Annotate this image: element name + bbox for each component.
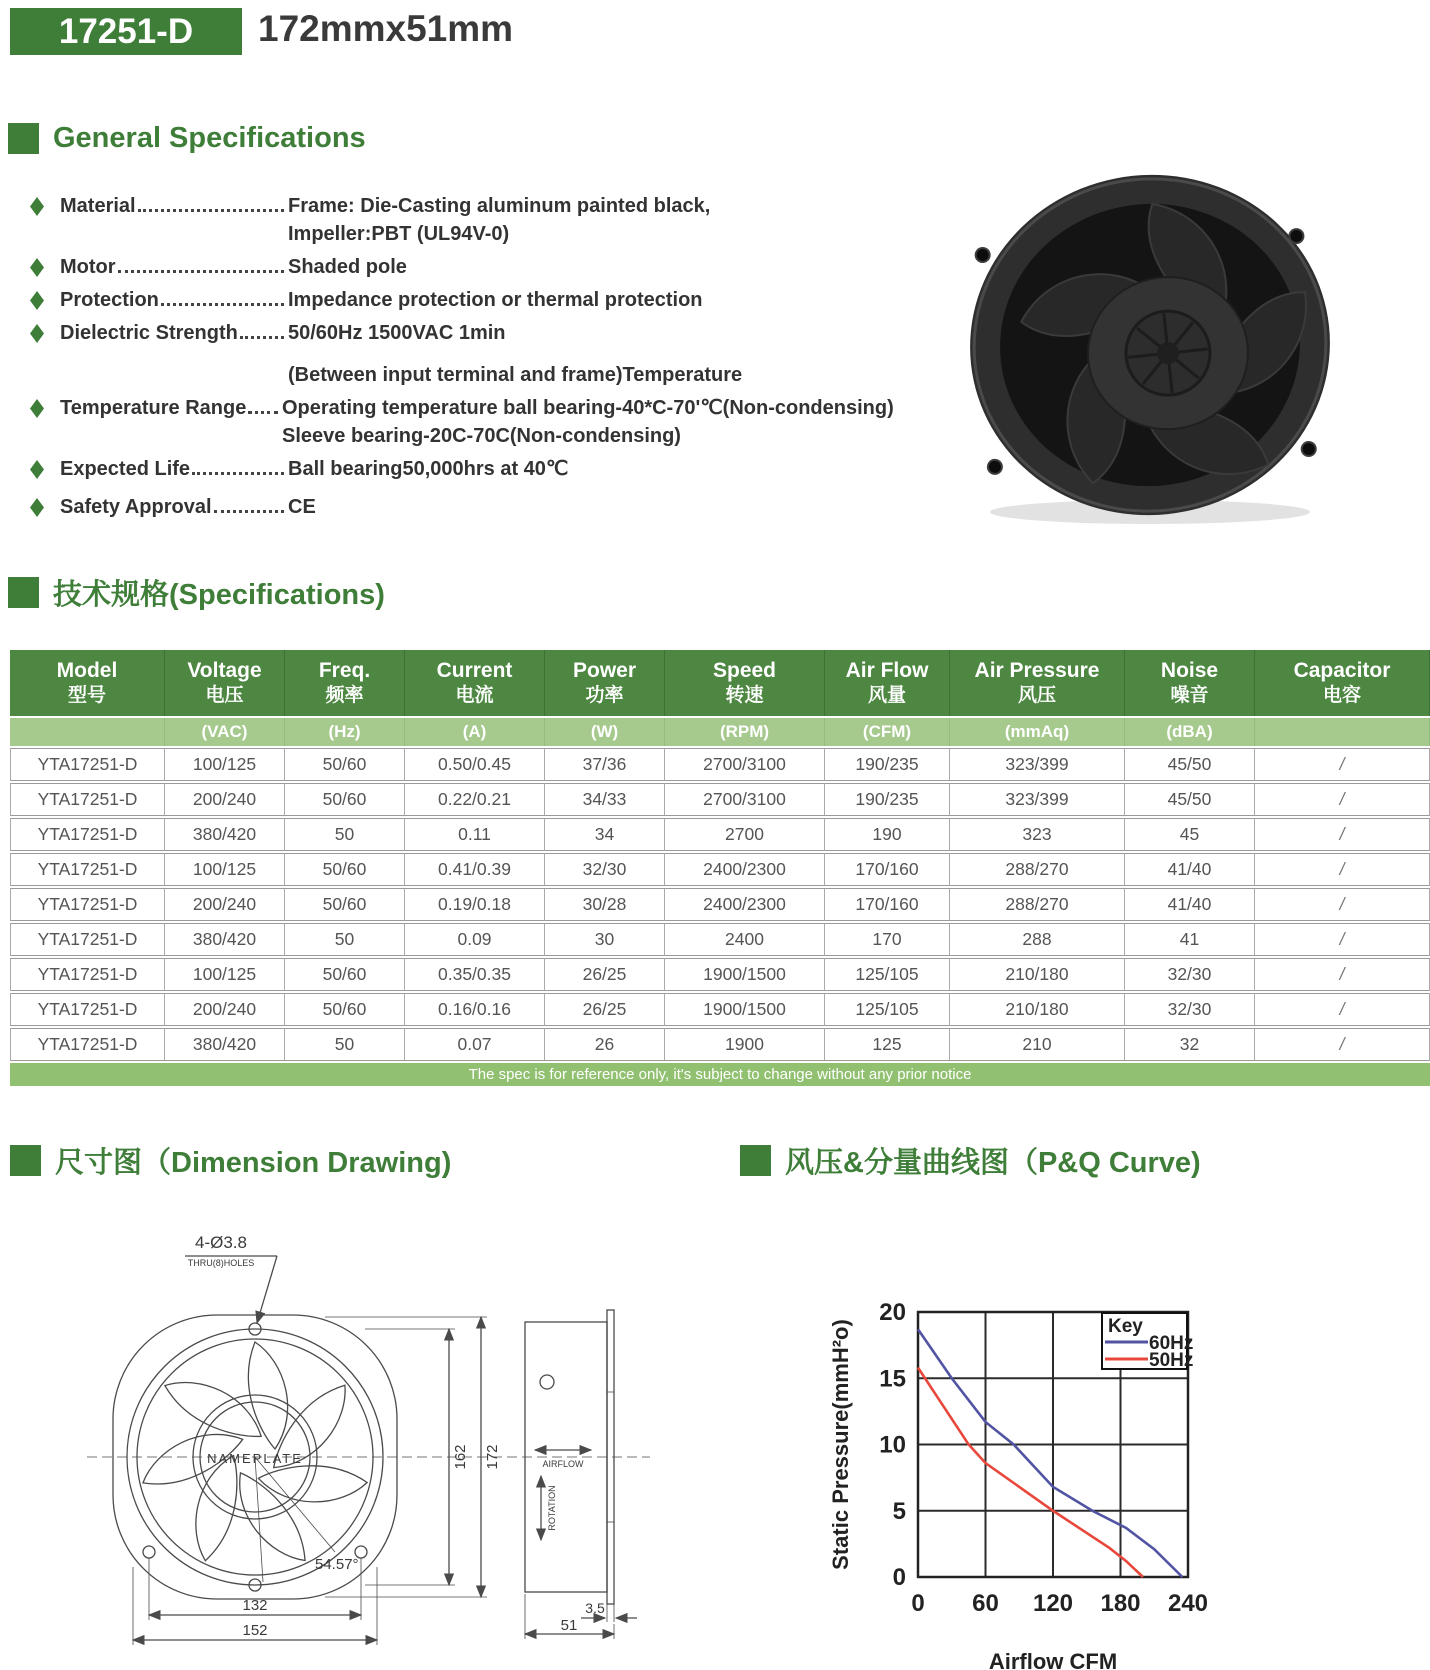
spec-label: Motor [60,256,116,278]
unit-cell [1255,718,1430,746]
table-cell: / [1255,748,1430,781]
table-cell: 0.50/0.45 [405,748,545,781]
table-cell: / [1255,958,1430,991]
table-cell: 0.09 [405,923,545,956]
table-row [10,748,1430,781]
spec-label: Temperature Range [60,397,247,419]
pq-curve-chart [800,1250,1390,1670]
table-cell: 125/105 [825,958,950,991]
column-header-en: Power [572,659,637,682]
spec-value [288,286,970,314]
spec-item [30,493,970,521]
diamond-bullet-icon [30,197,44,216]
diamond-bullet-icon [30,324,44,343]
table-cell: / [1255,783,1430,816]
column-header [545,650,665,716]
spec-label-wrap [60,394,282,422]
table-cell: YTA17251-D [10,1028,165,1061]
column-header-en: Air Flow [845,659,929,682]
unit-cell [10,718,165,746]
table-cell: 50/60 [285,783,405,816]
table-cell: 200/240 [165,993,285,1026]
x-tick-label: 60 [972,1590,999,1617]
table-cell: 2700 [665,818,825,851]
column-header-zh: 频率 [325,685,364,707]
column-header-zh: 风量 [867,685,906,707]
pq-title: 风压&分量曲线图（P&Q Curve) [785,1147,1201,1179]
x-tick-label: 0 [911,1590,925,1617]
section-square-icon [740,1145,771,1176]
spec-item [30,192,970,248]
hole-callout-label: 4-Ø3.8 [195,1233,247,1252]
table-cell: YTA17251-D [10,993,165,1026]
spec-value-line: Impedance protection or thermal protection [288,289,703,311]
dim-132-label: 132 [242,1597,268,1614]
table-cell: 50/60 [285,748,405,781]
dimension-heading [10,1140,451,1181]
table-row [10,923,1430,956]
table-cell: 0.41/0.39 [405,853,545,886]
column-header [665,650,825,716]
spec-value-line: Frame: Die-Casting aluminum painted black, [288,195,711,217]
column-header [10,650,165,716]
general-specs-heading [8,122,366,155]
spec-value-line: CE [288,496,316,518]
table-cell: 45 [1125,818,1255,851]
unit-cell: (A) [405,718,545,746]
spec-label: Safety Approval [60,496,212,518]
column-header [1255,650,1430,716]
table-cell: 200/240 [165,888,285,921]
dotted-leader [118,270,284,273]
table-cell: 30 [545,923,665,956]
table-cell: 125 [825,1028,950,1061]
table-cell: 50/60 [285,993,405,1026]
table-cell: 1900 [665,1028,825,1061]
spec-label: Expected Life [60,458,191,480]
table-cell: 380/420 [165,923,285,956]
y-axis-title: Static Pressure(mmH²o) [828,1319,853,1570]
table-cell: 0.16/0.16 [405,993,545,1026]
angle-label: 54.57° [315,1556,359,1573]
column-header-zh: 转速 [725,685,764,707]
spec-label: Protection [60,289,159,311]
column-header-en: Freq. [318,659,371,682]
y-tick-label: 15 [879,1365,906,1393]
table-cell: 50 [285,923,405,956]
column-header-en: Capacitor [1293,659,1391,682]
spec-value [282,394,970,450]
table-cell: 41/40 [1125,853,1255,886]
table-cell: YTA17251-D [10,748,165,781]
spec-value-line: Sleeve bearing-20C-70C(Non-condensing) [282,425,681,447]
diamond-bullet-icon [30,258,44,277]
table-cell: 2700/3100 [665,783,825,816]
table-cell: 50/60 [285,958,405,991]
table-cell: 50/60 [285,853,405,886]
table-cell: 1900/1500 [665,958,825,991]
spec-value [288,253,970,281]
header-row [10,650,1430,716]
spec-value [288,319,970,389]
column-header [165,650,285,716]
table-row [10,1028,1430,1061]
table-cell: 288 [950,923,1125,956]
fan-body [953,157,1347,533]
spec-value-line: Operating temperature ball bearing-40*C-70'℃(Non-condensing) [282,397,894,419]
column-header-zh: 噪音 [1170,685,1209,707]
spec-label: Material [60,195,136,217]
diamond-bullet-icon [30,399,44,418]
table-row [10,958,1430,991]
dotted-leader [192,472,284,475]
dim-162-label: 162 [452,1444,469,1470]
table-cell: 170/160 [825,853,950,886]
table-cell: 380/420 [165,1028,285,1061]
spec-label-wrap [60,192,288,220]
table-cell: 26/25 [545,958,665,991]
airflow-label: AIRFLOW [542,1459,584,1469]
general-specs-title: General Specifications [53,122,366,154]
table-cell: YTA17251-D [10,923,165,956]
table-cell: 2400/2300 [665,853,825,886]
column-header [285,650,405,716]
table-cell: 170/160 [825,888,950,921]
x-tick-label: 180 [1100,1590,1141,1617]
hole-note-label: THRU(8)HOLES [187,1258,255,1268]
dim-3-5-label: 3.5 [585,1600,605,1616]
column-header-en: Voltage [187,659,262,682]
table-cell: 34 [545,818,665,851]
table-cell: 170 [825,923,950,956]
spec-item [30,319,970,389]
dimension-drawing [25,1222,685,1660]
table-cell: 288/270 [950,888,1125,921]
table-cell: 0.35/0.35 [405,958,545,991]
table-cell: / [1255,993,1430,1026]
spec-table-body [10,748,1430,1061]
section-square-icon [10,1145,41,1176]
table-cell: 0.07 [405,1028,545,1061]
column-header-en: Current [436,659,513,682]
spec-value [288,192,970,248]
table-cell: 190 [825,818,950,851]
spec-value-line: Impeller:PBT (UL94V-0) [288,223,510,245]
spec-table-title: 技术规格(Specifications) [53,579,385,611]
legend-label-60hz: 60Hz [1149,1333,1194,1354]
table-cell: 41 [1125,923,1255,956]
table-cell: 32 [1125,1028,1255,1061]
y-tick-label: 20 [879,1299,906,1326]
table-cell: 50 [285,818,405,851]
model-badge: 17251-D [10,8,242,55]
dotted-leader [240,336,284,339]
table-cell: / [1255,923,1430,956]
table-cell: 190/235 [825,748,950,781]
spec-label: Dielectric Strength [60,322,238,344]
legend-label-50hz: 50Hz [1149,1350,1194,1371]
column-header [1125,650,1255,716]
column-header-en: Speed [712,659,777,682]
table-cell: 0.11 [405,818,545,851]
table-row [10,783,1430,816]
column-header-en: Noise [1160,659,1219,682]
table-cell: YTA17251-D [10,783,165,816]
column-header-zh: 风压 [1017,685,1056,707]
table-cell: 41/40 [1125,888,1255,921]
table-cell: 200/240 [165,783,285,816]
dotted-leader [161,303,284,306]
dim-51-label: 51 [560,1617,578,1634]
table-cell: 100/125 [165,958,285,991]
diamond-bullet-icon [30,460,44,479]
spec-item [30,394,970,450]
unit-cell: (RPM) [665,718,825,746]
spec-item [30,286,970,314]
table-cell: 323 [950,818,1125,851]
table-cell: / [1255,888,1430,921]
curve-50hz [918,1368,1143,1577]
size-label: 172mmx51mm [258,8,514,49]
table-cell: 323/399 [950,783,1125,816]
column-header-zh: 电流 [455,685,494,707]
y-tick-label: 5 [892,1497,906,1525]
section-square-icon [8,577,39,608]
dotted-leader [138,209,284,212]
table-cell: 37/36 [545,748,665,781]
unit-cell: (dBA) [1125,718,1255,746]
table-cell: 210 [950,1028,1125,1061]
table-cell: 26 [545,1028,665,1061]
pq-heading [740,1140,1201,1181]
table-cell: 50/60 [285,888,405,921]
table-cell: 34/33 [545,783,665,816]
table-cell: / [1255,1028,1430,1061]
table-cell: YTA17251-D [10,818,165,851]
table-cell: 32/30 [1125,993,1255,1026]
table-row [10,993,1430,1026]
mount-hole-left [143,1546,155,1558]
column-header-zh: 电压 [205,685,244,707]
x-tick-label: 240 [1167,1590,1209,1617]
diamond-bullet-icon [30,498,44,517]
spec-value-line: Shaded pole [288,256,407,278]
table-cell: 32/30 [545,853,665,886]
units-row [10,718,1430,746]
table-cell: / [1255,853,1430,886]
y-tick-label: 10 [879,1431,906,1459]
spec-label-wrap [60,319,288,347]
x-axis-title: Airflow CFM [988,1649,1118,1670]
dimension-title: 尺寸图（Dimension Drawing) [55,1147,452,1179]
spec-label-wrap [60,253,288,281]
table-footnote: The spec is for reference only, it's subject to change without any prior notice [10,1063,1430,1086]
table-cell: 26/25 [545,993,665,1026]
table-cell: 380/420 [165,818,285,851]
spec-label-wrap [60,455,288,483]
spec-value-line: Ball bearing50,000hrs at 40℃ [288,458,569,480]
spec-value [288,493,970,521]
dotted-leader [214,510,284,513]
table-cell: / [1255,818,1430,851]
fan-product-photo [945,160,1355,530]
table-cell: 210/180 [950,958,1125,991]
unit-cell: (Hz) [285,718,405,746]
column-header-zh: 电容 [1322,685,1361,707]
table-cell: 30/28 [545,888,665,921]
table-cell: 2700/3100 [665,748,825,781]
unit-cell: (VAC) [165,718,285,746]
table-cell: 45/50 [1125,783,1255,816]
table-cell: 50 [285,1028,405,1061]
column-header-en: Model [56,659,118,682]
rotation-label: ROTATION [547,1485,557,1531]
column-header [950,650,1125,716]
table-cell: 125/105 [825,993,950,1026]
column-header-zh: 型号 [67,685,106,707]
table-row [10,853,1430,886]
table-cell: YTA17251-D [10,853,165,886]
table-cell: 323/399 [950,748,1125,781]
dim-152-label: 152 [242,1622,268,1639]
spec-item [30,253,970,281]
spec-table-heading [8,572,385,613]
unit-cell: (mmAq) [950,718,1125,746]
table-row [10,818,1430,851]
column-header-zh: 功率 [585,685,624,707]
spec-value-line: (Between input terminal and frame)Temperature [288,364,743,386]
spec-label-wrap [60,493,288,521]
dim-172-label: 172 [484,1444,501,1470]
table-cell: 288/270 [950,853,1125,886]
table-cell: 32/30 [1125,958,1255,991]
nameplate-label: NAMEPLATE [207,1451,303,1466]
dotted-leader [248,411,278,414]
table-cell: 1900/1500 [665,993,825,1026]
general-spec-list [30,192,970,526]
spec-item [30,455,970,483]
section-square-icon [8,123,39,154]
specifications-table [10,648,1430,1088]
spec-value-line: 50/60Hz 1500VAC 1min [288,322,506,344]
table-cell: 190/235 [825,783,950,816]
table-row [10,888,1430,921]
legend-title: Key [1108,1316,1143,1337]
spec-table-head [10,650,1430,746]
diamond-bullet-icon [30,291,44,310]
table-cell: 100/125 [165,748,285,781]
unit-cell: (W) [545,718,665,746]
table-cell: 100/125 [165,853,285,886]
unit-cell: (CFM) [825,718,950,746]
table-cell: 0.22/0.21 [405,783,545,816]
table-cell: 2400/2300 [665,888,825,921]
table-cell: YTA17251-D [10,888,165,921]
y-tick-label: 0 [892,1564,906,1591]
spec-label-wrap [60,286,288,314]
table-cell: YTA17251-D [10,958,165,991]
table-cell: 45/50 [1125,748,1255,781]
table-cell: 0.19/0.18 [405,888,545,921]
table-cell: 2400 [665,923,825,956]
column-header-en: Air Pressure [974,659,1100,682]
column-header [825,650,950,716]
x-tick-label: 120 [1032,1590,1074,1617]
table-cell: 210/180 [950,993,1125,1026]
spec-value [288,455,970,483]
column-header [405,650,545,716]
